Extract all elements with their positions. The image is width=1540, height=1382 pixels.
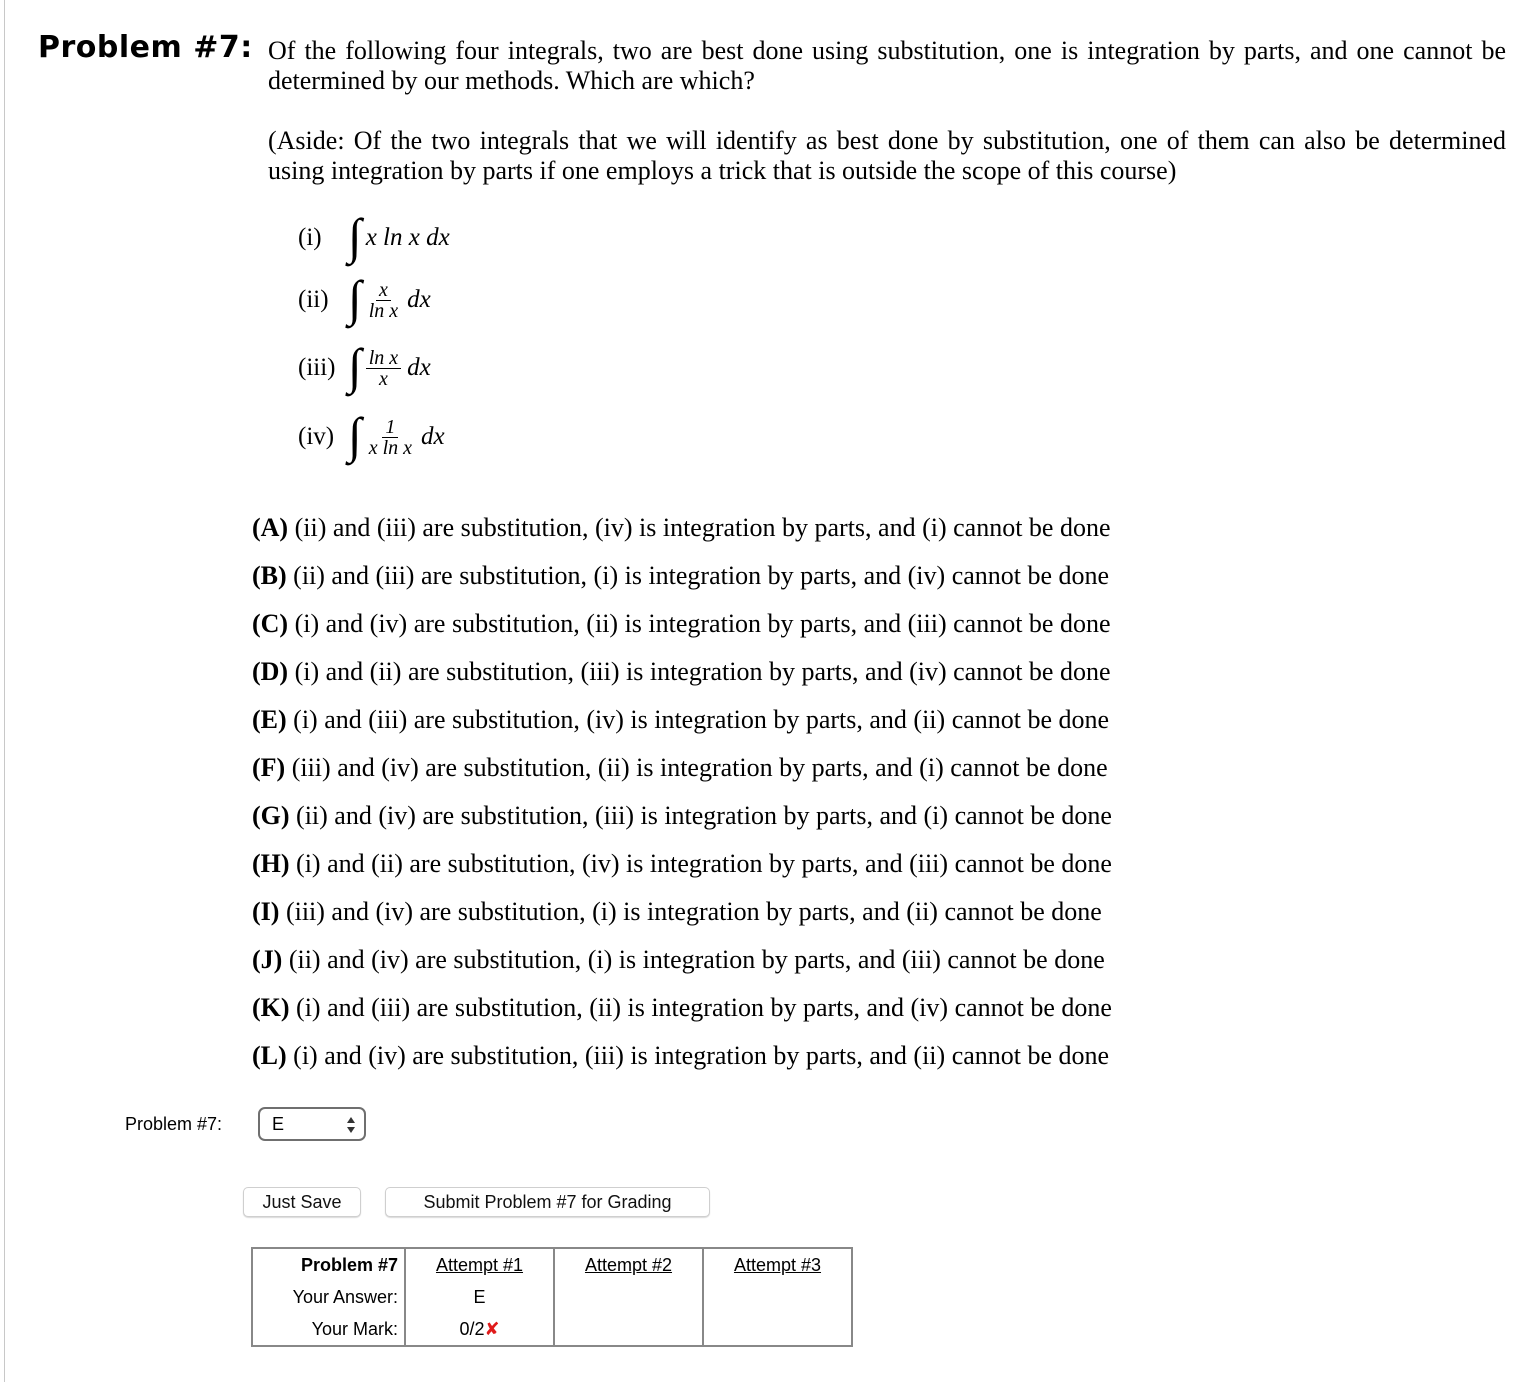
attempt-3-link[interactable]: Attempt #3: [733, 1254, 822, 1275]
problem-aside: (Aside: Of the two integrals that we will identify as best done by substitution, one of them can also be determined using integration by parts if one employs a trick that is outside the scope of this course): [268, 126, 1506, 185]
choice-text: (ii) and (iv) are substitution, (i) is integration by parts, and (iii) cannot be done: [288, 945, 1105, 974]
choice-text: (iii) and (iv) are substitution, (ii) is integration by parts, and (i) cannot be done: [291, 753, 1108, 782]
choice-text: (iii) and (iv) are substitution, (i) is integration by parts, and (ii) cannot be done: [285, 897, 1102, 926]
choice-e: [252, 705, 1109, 735]
integral-iii: [298, 338, 431, 398]
answer-label: Problem #7:: [125, 1114, 223, 1134]
choice-text: (ii) and (iii) are substitution, (i) is integration by parts, and (iv) cannot be done: [293, 561, 1110, 590]
attempt-2-answer: [554, 1281, 703, 1313]
choice-letter: (E): [252, 705, 287, 734]
choice-letter: (J): [252, 945, 283, 974]
integral-expression: x ln x dx: [365, 224, 450, 251]
integral-iv: [298, 407, 445, 467]
fraction-denominator: ln x: [368, 299, 399, 322]
attempt-3-mark: [703, 1313, 852, 1346]
integral-fraction: [366, 348, 401, 389]
select-arrows-icon: [346, 1115, 356, 1135]
choice-text: (ii) and (iv) are substitution, (iii) is integration by parts, and (i) cannot be done: [296, 801, 1112, 830]
attempt-1-answer: E: [405, 1281, 554, 1313]
integral-roman: (i): [298, 224, 322, 251]
your-mark-label: Your Mark:: [311, 1318, 398, 1339]
answer-select[interactable]: [258, 1107, 366, 1141]
choice-text: (ii) and (iii) are substitution, (iv) is integration by parts, and (i) cannot be done: [294, 513, 1111, 542]
answer-select-value: E: [272, 1113, 285, 1134]
attempt-1-mark: [405, 1313, 554, 1346]
attempts-table: [251, 1247, 853, 1347]
mark-value: 0/2: [459, 1318, 485, 1339]
integral-differential: dx: [407, 286, 431, 313]
integral-i: [298, 208, 450, 268]
attempt-1-link[interactable]: Attempt #1: [435, 1254, 524, 1275]
your-answer-label: Your Answer:: [292, 1286, 398, 1307]
attempt-2-link[interactable]: Attempt #2: [584, 1254, 673, 1275]
attempt-2-mark: [554, 1313, 703, 1346]
table-row: [252, 1313, 852, 1346]
fraction-numerator: ln x: [366, 348, 401, 369]
choice-k: [252, 993, 1112, 1023]
integral-sign-icon: ∫: [348, 270, 362, 326]
choice-b: [252, 561, 1109, 591]
choice-letter: (K): [252, 993, 290, 1022]
integral-differential: dx: [421, 423, 445, 450]
choice-h: [252, 849, 1112, 879]
choice-g: [252, 801, 1112, 831]
choice-letter: (H): [252, 849, 290, 878]
choice-text: (i) and (iv) are substitution, (ii) is integration by parts, and (iii) cannot be done: [294, 609, 1111, 638]
fraction-numerator: x: [376, 280, 391, 301]
integral-roman: (ii): [298, 286, 329, 313]
wrong-x-icon: ✘: [484, 1318, 500, 1339]
choice-text: (i) and (iii) are substitution, (ii) is integration by parts, and (iv) cannot be done: [296, 993, 1112, 1022]
attempt-2-header: [554, 1248, 703, 1281]
integral-ii: [298, 270, 431, 330]
table-header-problem: Problem #7: [300, 1254, 398, 1275]
integral-roman: (iv): [298, 423, 335, 450]
choice-letter: (G): [252, 801, 290, 830]
problem-statement: Of the following four integrals, two are best done using substitution, one is integration by parts, and one cannot be determined by our methods. Which are which?: [268, 36, 1506, 95]
attempt-3-header: [703, 1248, 852, 1281]
integral-roman: (iii): [298, 354, 336, 381]
choice-text: (i) and (ii) are substitution, (iii) is integration by parts, and (iv) cannot be done: [294, 657, 1111, 686]
choice-l: [252, 1041, 1109, 1071]
fraction-numerator: 1: [382, 417, 398, 438]
choice-d: [252, 657, 1111, 687]
choice-letter: (B): [252, 561, 287, 590]
integral-sign-icon: ∫: [348, 407, 362, 463]
attempt-1-header: [405, 1248, 554, 1281]
choice-letter: (L): [252, 1041, 287, 1070]
choice-letter: (I): [252, 897, 280, 926]
page-left-border: [4, 0, 5, 1382]
choice-letter: (A): [252, 513, 289, 542]
fraction-denominator: x ln x: [368, 436, 413, 459]
choice-i: [252, 897, 1102, 927]
integral-sign-icon: ∫: [348, 338, 362, 394]
problem-title: Problem #7:: [38, 30, 253, 65]
choice-c: [252, 609, 1111, 639]
table-row: [252, 1248, 852, 1281]
choice-f: [252, 753, 1108, 783]
submit-for-grading-button[interactable]: Submit Problem #7 for Grading: [385, 1187, 710, 1217]
choice-a: [252, 513, 1111, 543]
attempt-3-answer: [703, 1281, 852, 1313]
just-save-button[interactable]: Just Save: [243, 1187, 361, 1217]
integral-fraction: [366, 280, 401, 321]
fraction-denominator: x: [378, 367, 388, 390]
choice-letter: (F): [252, 753, 286, 782]
table-row: [252, 1281, 852, 1313]
choice-text: (i) and (iii) are substitution, (iv) is integration by parts, and (ii) cannot be done: [293, 705, 1110, 734]
choice-j: [252, 945, 1105, 975]
choice-text: (i) and (iv) are substitution, (iii) is integration by parts, and (ii) cannot be done: [293, 1041, 1110, 1070]
integral-differential: dx: [407, 354, 431, 381]
choice-letter: (C): [252, 609, 289, 638]
choice-letter: (D): [252, 657, 289, 686]
integral-sign-icon: ∫: [348, 208, 362, 264]
choice-text: (i) and (ii) are substitution, (iv) is integration by parts, and (iii) cannot be done: [296, 849, 1112, 878]
integral-fraction: [366, 417, 415, 458]
